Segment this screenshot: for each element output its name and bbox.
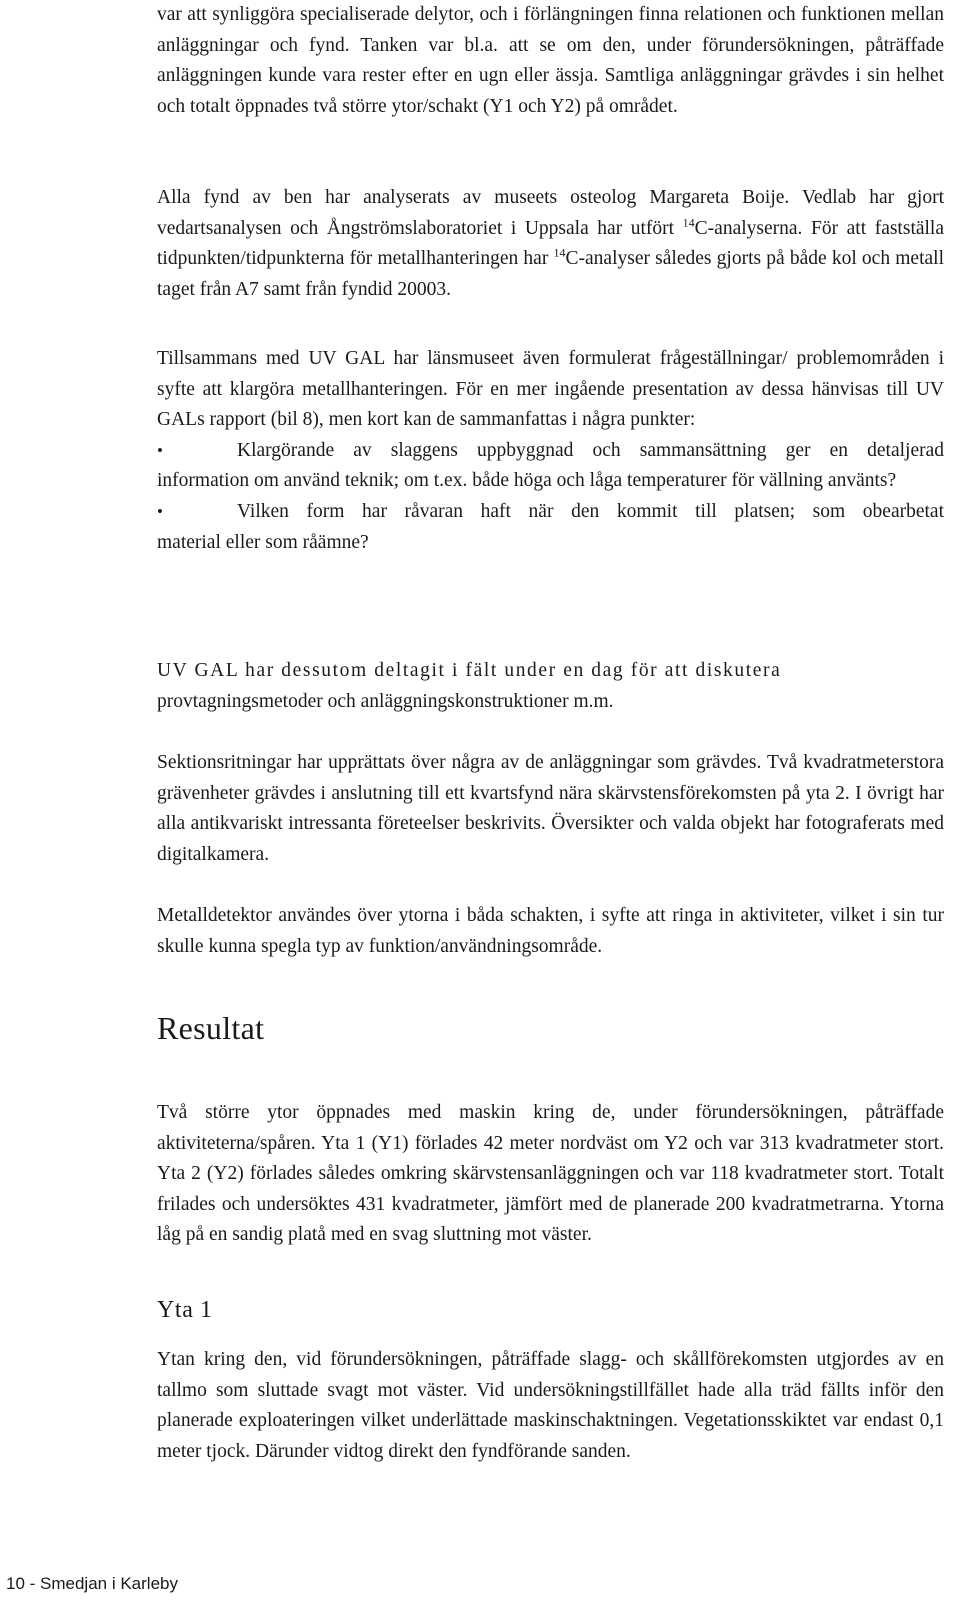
- analyses-text-part-3: C-analyser således gjorts på både kol och metall taget från A7 samt från fyndid 20003.: [157, 248, 944, 300]
- uv-gal-field-line-1: UV GAL har dessutom deltagit i fält under en dag för att diskutera: [157, 660, 782, 681]
- list-item: [157, 436, 944, 497]
- list-item: [157, 497, 944, 558]
- heading-yta-1: Yta 1: [157, 1297, 213, 1323]
- list-item-continuation: information om använd teknik; om t.ex. både höga och låga temperaturer för vällning använts?: [157, 470, 897, 492]
- list-item-first-line: Vilken form har råvaran haft när den kommit till platsen; som obearbetat: [237, 500, 944, 522]
- problem-areas-intro: Tillsammans med UV GAL har länsmuseet även formulerat frågeställningar/ problemområden i syfte att klargöra metallhanteringen. För en mer ingående presentation av dessa hänvisas till UV GALs rapport (bil 8), men kort kan de sammanfattas i några punkter:: [157, 348, 944, 431]
- analyses-text-part-2: C-analyserna. För att fastställa tidpunkten/tidpunkterna för metallhanteringen har: [157, 217, 945, 270]
- paragraph-method-intro: var att synliggöra specialiserade delytor, och i förlängningen finna relationen och funktionen mellan anläggningar och fynd. Tanken var bl.a. att se om den, under förundersökningen, påträffade anläggningen kunde vara rester efter en ugn eller ässja. Samtliga anläggningar grävdes i sin helhet och totalt öppnades två större ytor/schakt (Y1 och Y2) på området.: [157, 4, 944, 117]
- isotope-superscript-1: 14: [682, 215, 695, 230]
- bullet-icon: •: [157, 440, 163, 460]
- paragraph-uv-gal-field: [157, 656, 781, 717]
- page-footer: 10 - Smedjan i Karleby: [6, 1574, 178, 1593]
- list-item-continuation: material eller som råämne?: [157, 531, 369, 553]
- paragraph-yta-1: Ytan kring den, vid förundersökningen, påträffade slagg- och skållförekomsten utgjordes av en tallmo som sluttade svagt mot väster. Vid undersökningstillfället hade alla träd fällts inför den planerade exploateringen vilket underlättade maskinschaktningen. Vegetationsskiktet var endast 0,1 meter tjock. Därunder vidtog direkt den fyndförande sanden.: [157, 1349, 944, 1462]
- bullet-icon: •: [157, 501, 163, 521]
- paragraph-analyses: [157, 183, 944, 305]
- isotope-superscript-2: 14: [553, 245, 566, 260]
- analyses-text-part-1: Alla fynd av ben har analyserats av museets osteolog Margareta Boije. Vedlab har gjort vedartsanalysen och Ångströmslaboratoriet i Uppsala har utfört: [157, 187, 944, 239]
- uv-gal-field-line-2: provtagningsmetoder och anläggningskonstruktioner m.m.: [157, 690, 614, 712]
- list-item-first-line: Klargörande av slaggens uppbyggnad och sammansättning ger en detaljerad: [237, 439, 944, 461]
- heading-resultat: Resultat: [157, 1010, 265, 1046]
- paragraph-metal-detector: Metalldetektor användes över ytorna i båda schakten, i syfte att ringa in aktiviteter, vilket i sin tur skulle kunna spegla typ av funktion/användningsområde.: [157, 905, 944, 957]
- paragraph-results: Två större ytor öppnades med maskin kring de, under förundersökningen, påträffade aktiviteterna/spåren. Yta 1 (Y1) förlades 42 meter nordväst om Y2 och var 313 kvadratmeter stort. Yta 2 (Y2) förlades således omkring skärvstensanläggningen och var 118 kvadratmeter stort. Totalt frilades och undersöktes 431 kvadratmeter, jämfört med de planerade 200 kvadratmetrarna. Ytorna låg på en sandig platå med en svag sluttning mot väster.: [157, 1102, 944, 1246]
- paragraph-problem-areas: [157, 344, 944, 558]
- paragraph-documentation: Sektionsritningar har upprättats över några av de anläggningar som grävdes. Två kvadratmeterstora grävenheter grävdes i anslutning till ett kvartsfynd nära skärvstensförekomsten på yta 2. I övrigt har alla antikvariskt intressanta företeelser beskrivits. Översikter och valda objekt har fotograferats med digitalkamera.: [157, 752, 944, 865]
